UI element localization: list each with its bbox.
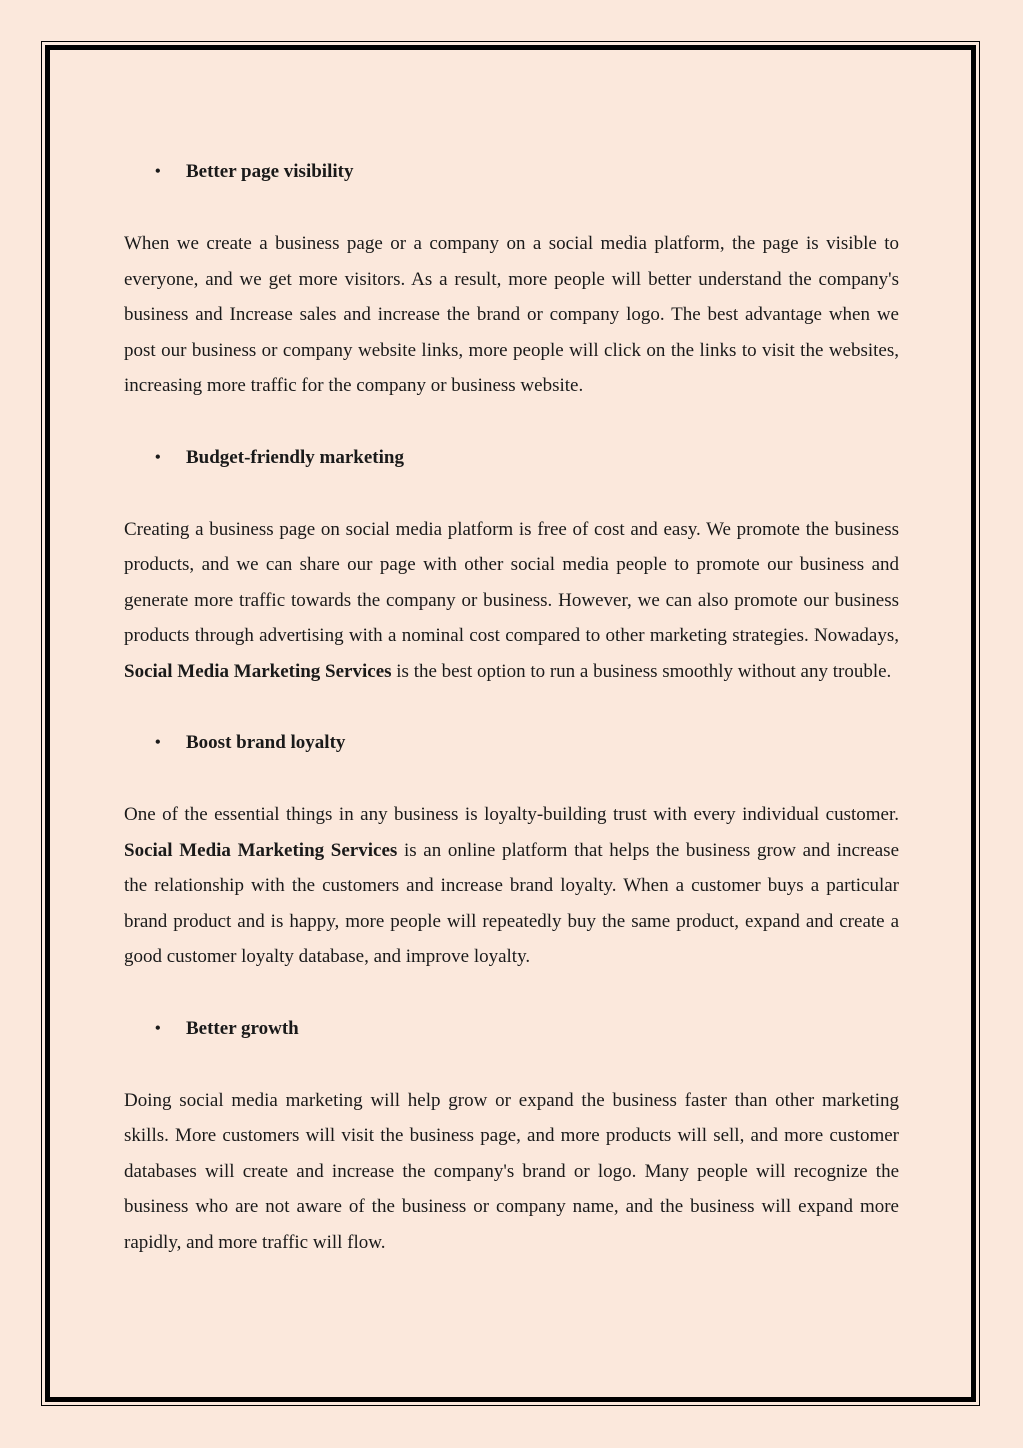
document-body (124, 155, 899, 1260)
bullet-icon: • (155, 163, 161, 180)
paragraph-budget-friendly-marketing (124, 512, 899, 690)
paragraph-boost-brand-loyalty (124, 797, 899, 975)
bullet-icon: • (155, 734, 161, 751)
paragraph-text: is an online platform that helps the business grow and increase the relationship with the customers and increase brand loyalty. When a customer buys a particular brand product and is happy, more people will repeatedly buy the same product, expand and create a good customer loyalty database, and improve loyalty. (124, 839, 900, 967)
bullet-icon: • (155, 1019, 161, 1037)
paragraph-text: Creating a business page on social media platform is free of cost and easy. We promote the business products, and we can share our page with other social media people to promote our business and generate more traffic towards the company or business. However, we can also promote our business products through advertising with a nominal cost compared to other marketing strategies. Nowadays, (124, 518, 899, 646)
heading-text: Boost brand loyalty (186, 732, 346, 753)
highlight-social-media-marketing-services: Social Media Marketing Services (124, 660, 392, 682)
heading-text: Better page visibility (186, 161, 354, 182)
bullet-icon: • (155, 448, 161, 466)
heading-text: Better growth (186, 1017, 299, 1039)
paragraph-better-page-visibility: When we create a business page or a company on a social media platform, the page is visible to everyone, and we get more visitors. As a result, more people will better understand the company's business and Increase sales and increase the brand or company logo. The best advantage when we post our business or company website links, more people will click on the links to visit the websites, increasing more traffic for the company or business website. (124, 233, 899, 396)
paragraph-better-growth: Doing social media marketing will help grow or expand the business faster than other marketing skills. More customers will visit the business page, and more products will sell, and more customer databases will create and increase the company's brand or logo. Many people will recognize the business who are not aware of the business or company name, and the business will expand more rapidly, and more traffic will flow. (124, 1089, 899, 1253)
section-heading-better-growth (124, 1012, 899, 1046)
paragraph-text: One of the essential things in any business is loyalty-building trust with every individual customer. (124, 804, 899, 825)
section-heading-budget-friendly-marketing (124, 441, 899, 475)
section-heading-better-page-visibility (124, 155, 899, 189)
heading-text: Budget-friendly marketing (186, 446, 404, 468)
highlight-social-media-marketing-services: Social Media Marketing Services (124, 839, 398, 861)
section-heading-boost-brand-loyalty (124, 726, 899, 760)
paragraph-text: is the best option to run a business smoothly without any trouble. (391, 660, 892, 682)
